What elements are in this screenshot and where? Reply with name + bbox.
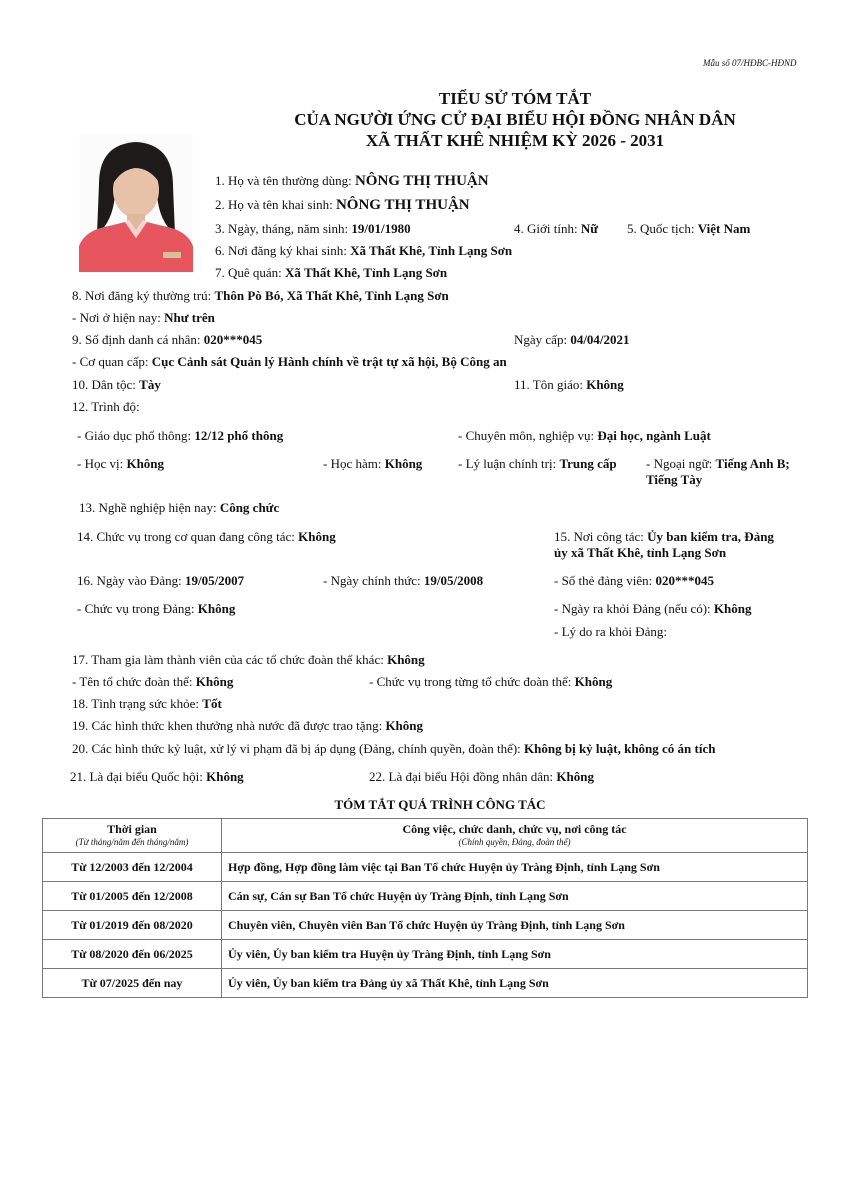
birth-name-label: 2. Họ và tên khai sinh: — [215, 197, 336, 212]
row-time: Từ 07/2025 đến nay — [43, 969, 222, 998]
ethnicity-value: Tày — [139, 377, 161, 392]
portrait-image — [79, 134, 193, 272]
degree-row — [77, 456, 164, 472]
religion-row — [514, 377, 624, 393]
nationality-value: Việt Nam — [697, 221, 751, 236]
title-line-3: XÃ THẤT KHÊ NHIỆM KỲ 2026 - 2031 — [365, 131, 665, 150]
residence-value: Thôn Pò Bó, Xã Thất Khê, Tỉnh Lạng Sơn — [214, 288, 449, 303]
workplace-row — [554, 529, 774, 545]
title-line-1: TIỂU SỬ TÓM TẮT — [438, 89, 592, 108]
health-row — [72, 696, 222, 712]
row-time: Từ 08/2020 đến 06/2025 — [43, 940, 222, 969]
party-card-row — [554, 573, 714, 589]
nationality-row — [627, 221, 750, 237]
party-join-value: 19/05/2007 — [184, 573, 245, 588]
education-label: 12. Trình độ: — [72, 399, 140, 414]
awards-label: 19. Các hình thức khen thưởng nhà nước đã được trao tặng: — [72, 718, 386, 733]
birth-reg-value: Xã Thất Khê, Tỉnh Lạng Sơn — [350, 243, 513, 258]
religion-value: Không — [586, 377, 624, 392]
occupation-row — [79, 500, 279, 516]
org-member-row — [72, 652, 425, 668]
politics-label: - Lý luận chính trị: — [458, 456, 560, 471]
party-position-value: Không — [197, 601, 236, 616]
language-row — [646, 456, 790, 472]
header-job-sub: (Chính quyền, Đảng, đoàn thể) — [458, 836, 571, 847]
general-edu-row — [77, 428, 283, 444]
id-number-label: 9. Số định danh cá nhân: — [72, 332, 204, 347]
hometown-row — [215, 265, 447, 281]
party-position-row — [77, 601, 235, 617]
issuer-value: Cục Cảnh sát Quản lý Hành chính về trật tự xã hội, Bộ Công an — [151, 354, 507, 369]
na-delegate-value: Không — [206, 769, 244, 784]
work-history-header — [43, 819, 808, 853]
dob-row — [215, 221, 411, 237]
party-card-label: - Số thẻ đảng viên: — [554, 573, 656, 588]
party-leave-label: - Ngày ra khỏi Đảng (nếu có): — [554, 601, 714, 616]
birth-name-row — [215, 197, 470, 214]
hometown-label: 7. Quê quán: — [215, 265, 286, 280]
issue-date-value: 04/04/2021 — [570, 332, 630, 347]
party-official-label: - Ngày chính thức: — [323, 573, 424, 588]
workplace-value-2: ủy xã Thất Khê, tỉnh Lạng Sơn — [554, 545, 727, 560]
work-history-table — [42, 818, 808, 998]
row-job: Hợp đồng, Hợp đồng làm việc tại Ban Tổ chức Huyện ủy Tràng Định, tỉnh Lạng Sơn — [222, 853, 808, 882]
table-row — [43, 911, 808, 940]
party-official-value: 19/05/2008 — [423, 573, 484, 588]
issue-date-row — [514, 332, 630, 348]
position-label: 14. Chức vụ trong cơ quan đang công tác: — [77, 529, 299, 544]
gender-value: Nữ — [580, 221, 599, 236]
org-name-row — [72, 674, 233, 690]
ethnicity-label: 10. Dân tộc: — [72, 377, 140, 392]
language-label: - Ngoại ngữ: — [646, 456, 716, 471]
common-name-label: 1. Họ và tên thường dùng: — [215, 173, 355, 188]
party-card-value: 020***045 — [655, 573, 714, 588]
politics-value: Trung cấp — [559, 456, 617, 471]
header-job — [222, 819, 808, 853]
row-time: Từ 12/2003 đến 12/2004 — [43, 853, 222, 882]
politics-row — [458, 456, 617, 472]
header-time-label: Thời gian — [107, 821, 157, 836]
party-join-row — [77, 573, 244, 589]
current-address-row — [72, 310, 215, 326]
academic-title-value: Không — [384, 456, 423, 471]
workplace-value-1: Ủy ban kiểm tra, Đảng — [647, 529, 774, 544]
row-job: Ủy viên, Ủy ban kiểm tra Huyện ủy Tràng Định, tỉnh Lạng Sơn — [222, 940, 808, 969]
gender-label: 4. Giới tính: — [514, 221, 581, 236]
org-member-value: Không — [387, 652, 425, 667]
table-row — [43, 882, 808, 911]
issuer-label: - Cơ quan cấp: — [72, 354, 152, 369]
work-history-title: TÓM TẮT QUÁ TRÌNH CÔNG TÁC — [334, 797, 546, 812]
party-official-row — [323, 573, 483, 589]
pc-delegate-label: 22. Là đại biểu Hội đồng nhân dân: — [369, 769, 557, 784]
general-edu-value: 12/12 phổ thông — [194, 428, 284, 443]
table-row — [43, 853, 808, 882]
dob-label: 3. Ngày, tháng, năm sinh: — [215, 221, 352, 236]
awards-value: Không — [385, 718, 424, 733]
discipline-row — [72, 741, 715, 757]
specialty-value: Đại học, ngành Luật — [597, 428, 711, 443]
specialty-label: - Chuyên môn, nghiệp vụ: — [458, 428, 598, 443]
birth-reg-row — [215, 243, 512, 259]
party-leave-row — [554, 601, 752, 617]
general-edu-label: - Giáo dục phổ thông: — [77, 428, 195, 443]
position-value: Không — [298, 529, 336, 544]
issue-date-label: Ngày cấp: — [514, 332, 571, 347]
party-leave-reason-label: - Lý do ra khỏi Đảng: — [554, 624, 668, 639]
discipline-value: Không bị kỷ luật, không có án tích — [524, 741, 716, 756]
language-value-1: Tiếng Anh B; — [715, 456, 790, 471]
org-name-value: Không — [195, 674, 234, 689]
birth-reg-label: 6. Nơi đăng ký khai sinh: — [215, 243, 351, 258]
workplace-row-2 — [554, 545, 726, 561]
table-row — [43, 969, 808, 998]
org-position-label: - Chức vụ trong từng tổ chức đoàn thể: — [369, 674, 575, 689]
birth-name-value: NÔNG THỊ THUẬN — [335, 197, 470, 213]
party-join-label: 16. Ngày vào Đảng: — [77, 573, 185, 588]
current-address-label: - Nơi ở hiện nay: — [72, 310, 165, 325]
form-number: Mẫu số 07/HĐBC-HĐND — [703, 58, 797, 68]
row-job: Chuyên viên, Chuyên viên Ban Tổ chức Huyện ủy Tràng Định, tỉnh Lạng Sơn — [222, 911, 808, 940]
header-time — [43, 819, 222, 853]
health-label: 18. Tình trạng sức khỏe: — [72, 696, 203, 711]
row-job: Ủy viên, Ủy ban kiểm tra Đảng ủy xã Thất Khê, tỉnh Lạng Sơn — [222, 969, 808, 998]
org-position-row — [369, 674, 612, 690]
row-time: Từ 01/2005 đến 12/2008 — [43, 882, 222, 911]
ethnicity-row — [72, 377, 161, 393]
party-leave-value: Không — [713, 601, 752, 616]
health-value: Tốt — [202, 696, 222, 711]
current-address-value: Như trên — [164, 310, 215, 325]
table-row — [43, 940, 808, 969]
degree-value: Không — [126, 456, 165, 471]
nationality-label: 5. Quốc tịch: — [627, 221, 698, 236]
language-row-2 — [646, 472, 702, 488]
pc-delegate-row — [369, 769, 594, 785]
discipline-label: 20. Các hình thức kỷ luật, xử lý vi phạm đã bị áp dụng (Đảng, chính quyền, đoàn thể): — [72, 741, 525, 756]
common-name-row — [215, 173, 489, 190]
residence-row — [72, 288, 449, 304]
academic-title-label: - Học hàm: — [323, 456, 385, 471]
language-value-2: Tiếng Tày — [646, 472, 703, 487]
header-time-sub: (Từ tháng/năm đến tháng/năm) — [75, 836, 189, 847]
occupation-value: Công chức — [219, 500, 280, 515]
org-member-label: 17. Tham gia làm thành viên của các tổ chức đoàn thể khác: — [72, 652, 388, 667]
awards-row — [72, 718, 423, 734]
workplace-label: 15. Nơi công tác: — [554, 529, 648, 544]
na-delegate-label: 21. Là đại biểu Quốc hội: — [70, 769, 207, 784]
issuer-row — [72, 354, 507, 370]
dob-value: 19/01/1980 — [351, 221, 411, 236]
academic-title-row — [323, 456, 422, 472]
religion-label: 11. Tôn giáo: — [514, 377, 587, 392]
row-job: Cán sự, Cán sự Ban Tổ chức Huyện ủy Tràng Định, tỉnh Lạng Sơn — [222, 882, 808, 911]
residence-label: 8. Nơi đăng ký thường trú: — [72, 288, 215, 303]
hometown-value: Xã Thất Khê, Tỉnh Lạng Sơn — [285, 265, 448, 280]
common-name-value: NÔNG THỊ THUẬN — [354, 173, 489, 189]
occupation-label: 13. Nghề nghiệp hiện nay: — [79, 500, 220, 515]
position-row — [77, 529, 336, 545]
gender-row — [514, 221, 598, 237]
id-number-value: 020***045 — [203, 332, 263, 347]
candidate-photo — [79, 134, 193, 272]
na-delegate-row — [70, 769, 244, 785]
header-job-label: Công việc, chức danh, chức vụ, nơi công tác — [402, 821, 627, 836]
id-number-row — [72, 332, 262, 348]
specialty-row — [458, 428, 711, 444]
org-name-label: - Tên tổ chức đoàn thể: — [72, 674, 196, 689]
title-line-2: CỦA NGƯỜI ỨNG CỬ ĐẠI BIỂU HỘI ĐỒNG NHÂN DÂN — [294, 110, 736, 129]
pc-delegate-value: Không — [556, 769, 594, 784]
degree-label: - Học vị: — [77, 456, 127, 471]
row-time: Từ 01/2019 đến 08/2020 — [43, 911, 222, 940]
org-position-value: Không — [574, 674, 613, 689]
party-position-label: - Chức vụ trong Đảng: — [77, 601, 198, 616]
